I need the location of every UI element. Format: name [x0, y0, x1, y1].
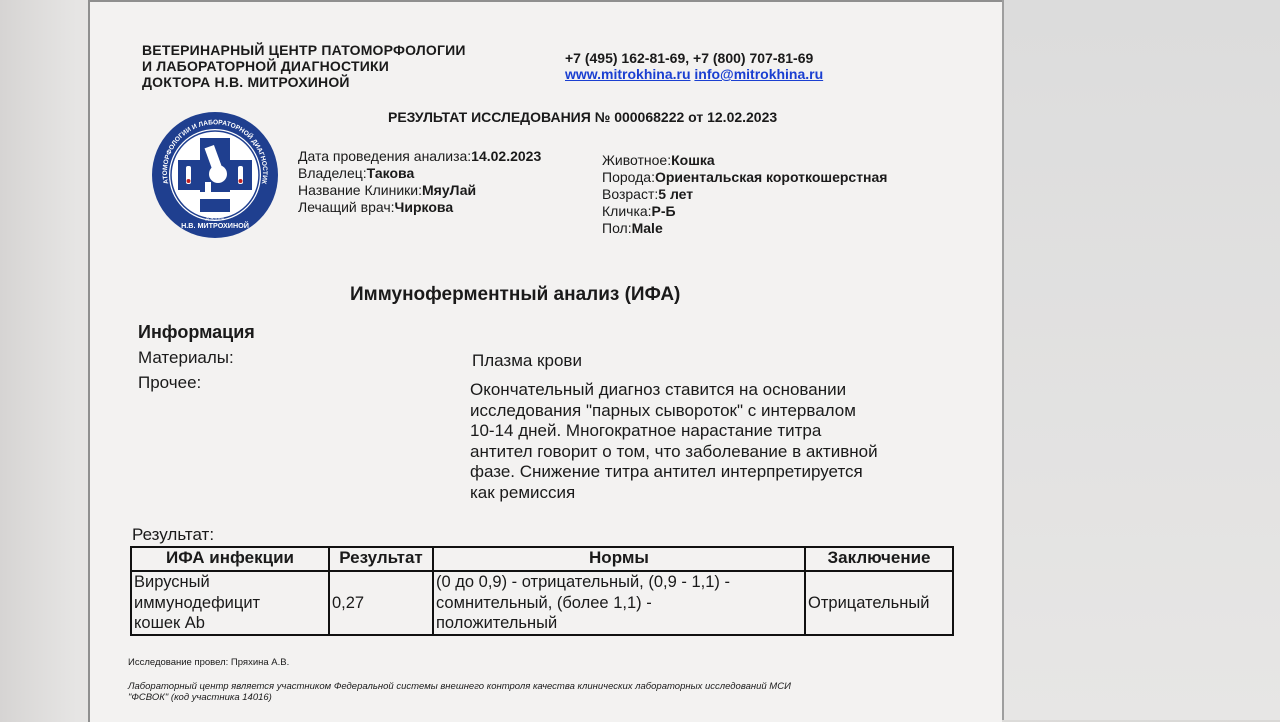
lab-logo-icon	[150, 110, 280, 240]
table-row	[131, 571, 953, 635]
info-row: Животное:Кошка	[602, 152, 715, 168]
cell-result: 0,27	[329, 571, 433, 635]
background-area	[1000, 0, 1280, 720]
results-label: Результат:	[132, 525, 215, 544]
other-value: Окончательный диагноз ставится на основании исследования "парных сывороток" с интервалом 10-14 дней. Многократное нарастание титра антител говорит о том, что заболевание в активной фазе. Снижение титра антител интерпретируется как ремиссия	[470, 380, 878, 502]
section-title: Иммуноферментный анализ (ИФА)	[350, 284, 681, 305]
col-header-conclusion: Заключение	[805, 547, 953, 571]
cell-norms: (0 до 0,9) - отрицательный, (0,9 - 1,1) - сомнительный, (более 1,1) - положительный	[433, 571, 805, 635]
table-header-row	[131, 547, 953, 571]
info-row: Порода:Ориентальская короткошерстная	[602, 169, 888, 185]
logo-ring-text: АТОМОРФОЛОГИИ И ЛАБОРАТОРНОЙ ДИАГНОСТИК	[161, 119, 269, 185]
center-name-line: И ЛАБОРАТОРНОЙ ДИАГНОСТИКИ	[142, 58, 390, 74]
logo-bottom-small: ДОКТОРА	[205, 216, 225, 221]
info-right	[602, 152, 887, 237]
logo-bottom-text: Н.В. МИТРОХИНОЙ	[181, 221, 249, 230]
info-left	[298, 148, 541, 216]
info-row: Пол:Male	[602, 220, 663, 236]
col-header-result: Результат	[329, 547, 433, 571]
col-header-infection: ИФА инфекции	[131, 547, 329, 571]
info-row: Дата проведения анализа:14.02.2023	[298, 148, 542, 164]
info-row: Кличка:Р-Б	[602, 203, 676, 219]
materials-value: Плазма крови	[472, 351, 582, 370]
center-name-line: ВЕТЕРИНАРНЫЙ ЦЕНТР ПАТОМОРФОЛОГИИ	[142, 42, 466, 58]
info-row: Владелец:Такова	[298, 165, 415, 181]
info-row: Лечащий врач:Чиркова	[298, 199, 454, 215]
other-label: Прочее:	[138, 373, 202, 392]
email-link[interactable]: info@mitrokhina.ru	[694, 66, 824, 82]
materials-label: Материалы:	[138, 348, 234, 367]
contacts	[565, 50, 823, 82]
website-link[interactable]: www.mitrokhina.ru	[565, 66, 691, 82]
center-name	[142, 42, 466, 90]
quality-note: Лабораторный центр является участником Федеральной системы внешнего контроля качества клинических лабораторных исследований МСИ "ФСВОК" (код участника 14016)	[128, 681, 791, 703]
center-name-line: ДОКТОРА Н.В. МИТРОХИНОЙ	[142, 74, 350, 90]
cell-infection: Вирусный иммунодефицит кошек Ab	[131, 571, 329, 635]
info-row: Возраст:5 лет	[602, 186, 694, 202]
cell-conclusion: Отрицательный	[805, 571, 953, 635]
results-table	[130, 546, 954, 636]
result-title: РЕЗУЛЬТАТ ИССЛЕДОВАНИЯ № 000068222 от 12.02.2023	[388, 109, 778, 125]
info-row: Название Клиники:МяуЛай	[298, 182, 477, 198]
performed-by: Исследование провел: Пряхина А.В.	[128, 657, 290, 668]
phones: +7 (495) 162-81-69, +7 (800) 707-81-69	[565, 50, 814, 66]
col-header-norms: Нормы	[433, 547, 805, 571]
information-heading: Информация	[138, 322, 255, 342]
